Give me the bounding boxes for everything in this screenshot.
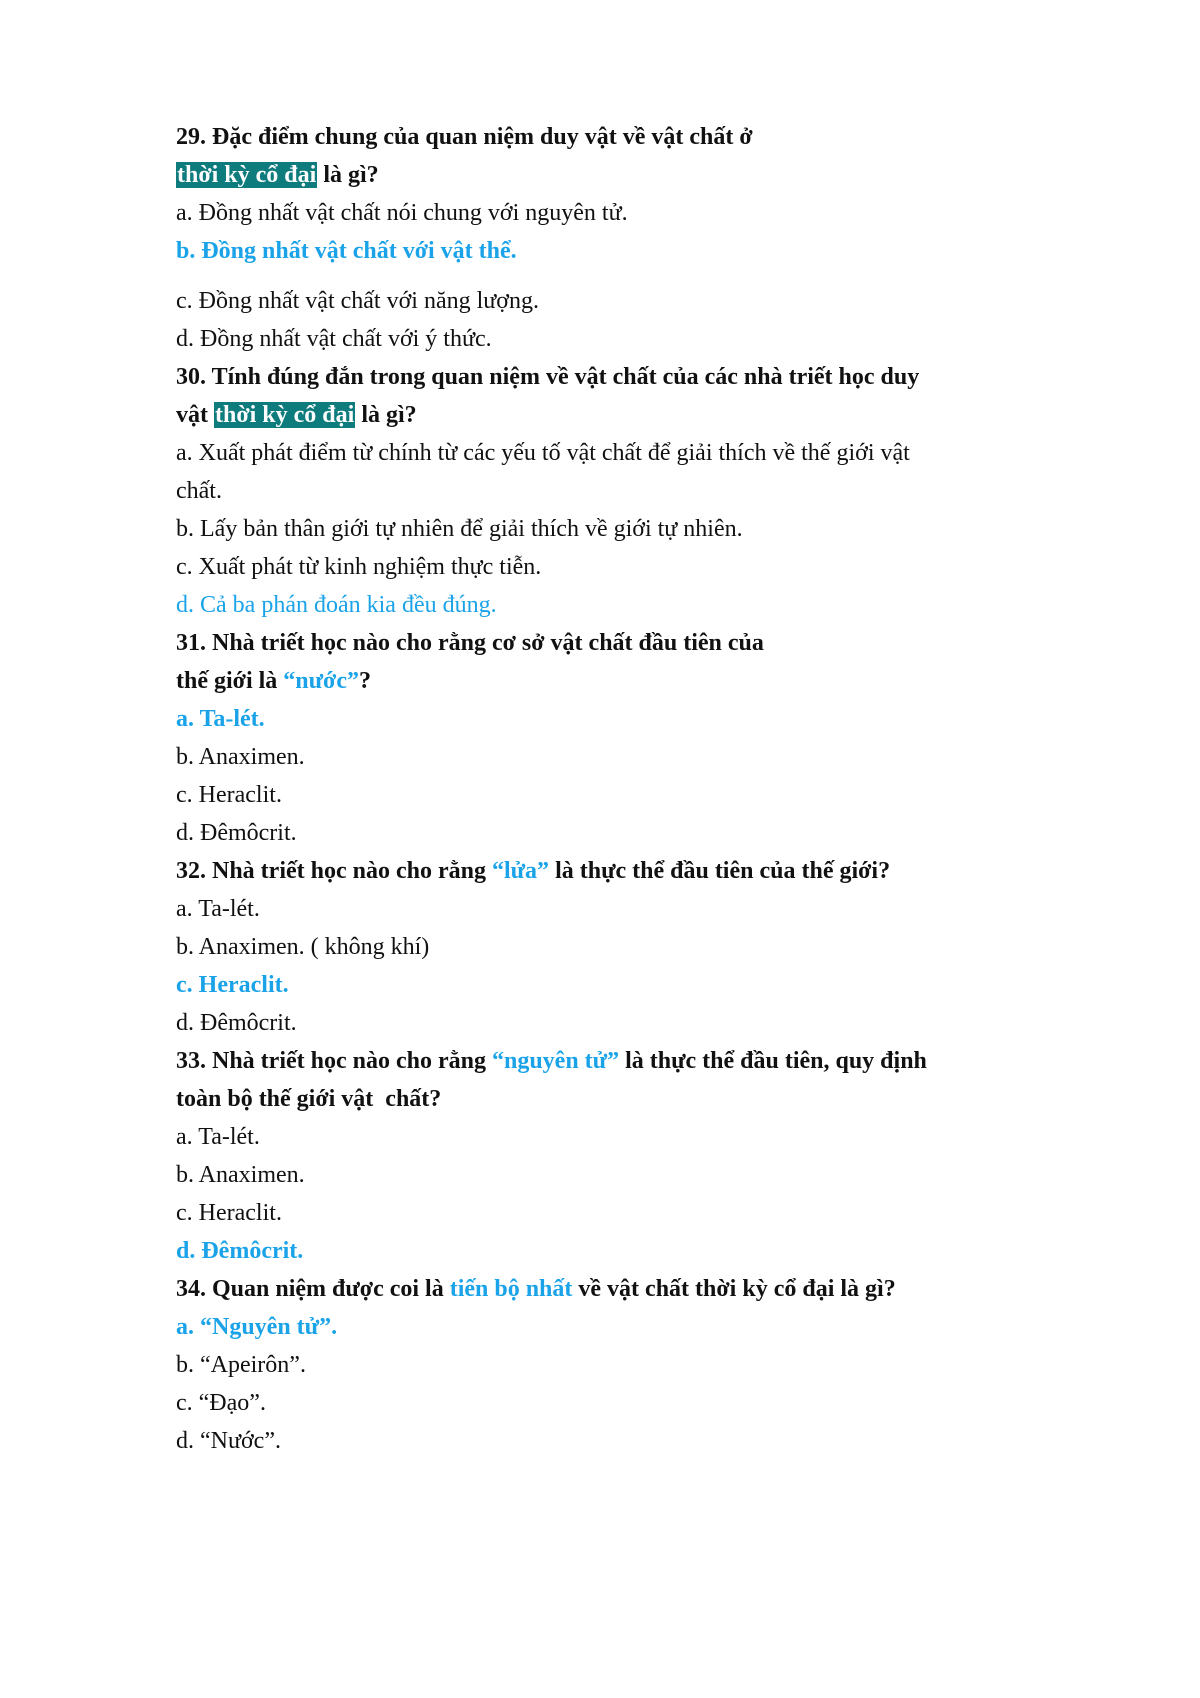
option-31-c: c. Heraclit. (176, 782, 282, 808)
option-29-c: c. Đồng nhất vật chất với năng lượng. (176, 288, 539, 314)
question-32-pre: 32. Nhà triết học nào cho rằng (176, 858, 492, 884)
option-34-a-correct: a. “Nguyên tử”. (176, 1314, 338, 1340)
option-31-d: d. Đêmôcrit. (176, 820, 297, 846)
keyword: tiến bộ nhất (449, 1276, 573, 1302)
option-30-b: b. Lấy bản thân giới tự nhiên để giải thích về giới tự nhiên. (176, 516, 743, 542)
option-34-d: d. “Nước”. (176, 1428, 281, 1454)
question-33-tail: là thực thể đầu tiên, quy định (619, 1048, 927, 1074)
option-29-d: d. Đồng nhất vật chất với ý thức. (176, 326, 492, 352)
option-32-a: a. Ta-lét. (176, 896, 260, 922)
question-31-pre: thế giới là (176, 668, 284, 694)
option-30-c: c. Xuất phát từ kinh nghiệm thực tiễn. (176, 554, 542, 580)
spacer (176, 270, 1076, 282)
question-31-line-2 (176, 662, 1076, 700)
question-29-line-2 (176, 156, 1076, 194)
question-32 (176, 852, 1076, 890)
option-29-a: a. Đồng nhất vật chất nói chung với nguyên tử. (176, 200, 628, 226)
question-33-pre: 33. Nhà triết học nào cho rằng (176, 1048, 492, 1074)
keyword: “nước” (283, 668, 359, 694)
question-30-tail: là gì? (355, 402, 417, 428)
option-29-b-correct: b. Đồng nhất vật chất với vật thể. (176, 238, 517, 264)
question-31-text: 31. Nhà triết học nào cho rằng cơ sở vật chất đầu tiên của (176, 630, 764, 656)
option-34-c: c. “Đạo”. (176, 1390, 266, 1416)
question-30-pre: vật (176, 402, 214, 428)
question-31-tail: ? (359, 668, 371, 694)
question-31-line-1 (176, 624, 1076, 662)
option-34-b: b. “Apeirôn”. (176, 1352, 306, 1378)
question-29-line-1 (176, 118, 1076, 156)
option-32-c-correct: c. Heraclit. (176, 972, 289, 998)
keyword: “lửa” (491, 858, 550, 884)
question-34-pre: 34. Quan niệm được coi là (176, 1276, 450, 1302)
question-30-line-2 (176, 396, 1076, 434)
question-34 (176, 1270, 1076, 1308)
option-33-d-correct: d. Đêmôcrit. (176, 1238, 304, 1264)
option-33-c: c. Heraclit. (176, 1200, 282, 1226)
option-32-d: d. Đêmôcrit. (176, 1010, 297, 1036)
question-33-line-1 (176, 1042, 1076, 1080)
question-32-tail: là thực thể đầu tiên của thế giới? (549, 858, 891, 884)
highlighted-phrase: thời kỳ cổ đại (177, 162, 317, 188)
option-30-a-line-1: a. Xuất phát điểm từ chính từ các yếu tố vật chất để giải thích về thế giới vật (176, 440, 910, 466)
option-32-b: b. Anaximen. ( không khí) (176, 934, 430, 960)
question-34-tail: về vật chất thời kỳ cổ đại là gì? (572, 1276, 896, 1302)
option-31-b: b. Anaximen. (176, 744, 305, 770)
question-33-line-2: toàn bộ thế giới vật chất? (176, 1086, 442, 1112)
option-33-a: a. Ta-lét. (176, 1124, 260, 1150)
quiz-content (176, 118, 1076, 1460)
keyword: “nguyên tử” (491, 1048, 620, 1074)
question-30-line-1 (176, 358, 1076, 396)
question-29-text: 29. Đặc điểm chung của quan niệm duy vật về vật chất ở (176, 124, 753, 150)
option-30-a-line-2: chất. (176, 478, 222, 504)
option-31-a-correct: a. Ta-lét. (176, 706, 265, 732)
option-33-b: b. Anaximen. (176, 1162, 305, 1188)
option-30-d-correct: d. Cả ba phán đoán kia đều đúng. (176, 592, 497, 618)
highlighted-phrase: thời kỳ cổ đại (215, 402, 355, 428)
question-29-tail: là gì? (317, 162, 379, 188)
question-30-text: 30. Tính đúng đắn trong quan niệm về vật chất của các nhà triết học duy (176, 364, 920, 390)
